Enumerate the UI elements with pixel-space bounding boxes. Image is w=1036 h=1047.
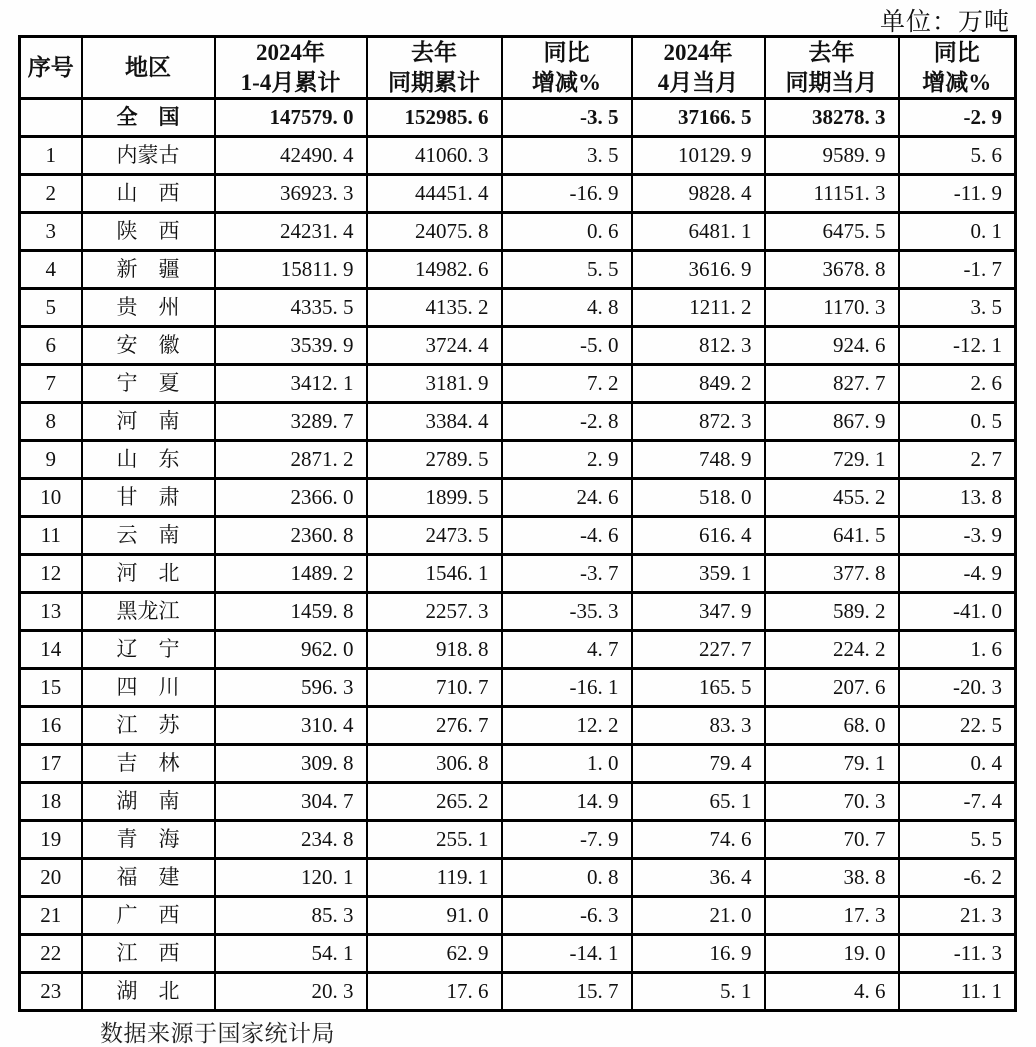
cell-lastyear-month: 867. 9 <box>765 403 899 441</box>
total-row <box>20 99 1016 137</box>
cell-lastyear-month: 207. 6 <box>765 669 899 707</box>
cell-serial: 5 <box>20 289 82 327</box>
cell-2024-cumulative: 310. 4 <box>215 707 367 745</box>
header-row <box>20 37 1016 99</box>
table-row <box>20 745 1016 783</box>
header-line: 序号 <box>27 54 74 80</box>
cell-region: 河 北 <box>82 555 215 593</box>
cell-yoy-cumulative: 7. 2 <box>502 365 632 403</box>
cell-yoy-month: -3. 9 <box>899 517 1016 555</box>
cell-yoy-cumulative: 24. 6 <box>502 479 632 517</box>
cell-region: 广 西 <box>82 897 215 935</box>
cell-2024-cumulative: 3539. 9 <box>215 327 367 365</box>
cell-serial: 16 <box>20 707 82 745</box>
cell-lastyear-cumulative: 2789. 5 <box>367 441 502 479</box>
cell-2024-cumulative: 85. 3 <box>215 897 367 935</box>
header-line: 去年 <box>808 40 855 66</box>
header-2024-april <box>632 37 765 99</box>
cell-2024-cumulative: 147579. 0 <box>215 99 367 137</box>
cell-yoy-month: 0. 1 <box>899 213 1016 251</box>
cell-yoy-month: 1. 6 <box>899 631 1016 669</box>
cell-region: 甘 肃 <box>82 479 215 517</box>
cell-lastyear-cumulative: 41060. 3 <box>367 137 502 175</box>
cell-serial: 19 <box>20 821 82 859</box>
cell-2024-cumulative: 3412. 1 <box>215 365 367 403</box>
cell-yoy-cumulative: -4. 6 <box>502 517 632 555</box>
header-line: 同期累计 <box>388 69 480 95</box>
table-row <box>20 479 1016 517</box>
cell-yoy-month: -2. 9 <box>899 99 1016 137</box>
header-line: 同比 <box>933 40 980 66</box>
cell-2024-april: 165. 5 <box>632 669 765 707</box>
cell-2024-cumulative: 309. 8 <box>215 745 367 783</box>
table-row <box>20 517 1016 555</box>
header-line: 去年 <box>411 40 457 66</box>
cell-yoy-cumulative: -16. 9 <box>502 175 632 213</box>
cell-lastyear-cumulative: 14982. 6 <box>367 251 502 289</box>
table-header <box>20 37 1016 99</box>
header-line: 4月当月 <box>657 69 739 95</box>
cell-2024-cumulative: 42490. 4 <box>215 137 367 175</box>
cell-2024-cumulative: 962. 0 <box>215 631 367 669</box>
cell-yoy-cumulative: 14. 9 <box>502 783 632 821</box>
cell-2024-april: 65. 1 <box>632 783 765 821</box>
table-row <box>20 327 1016 365</box>
cell-lastyear-cumulative: 62. 9 <box>367 935 502 973</box>
table-row <box>20 859 1016 897</box>
cell-serial: 1 <box>20 137 82 175</box>
cell-yoy-cumulative: 4. 8 <box>502 289 632 327</box>
cell-region: 江 西 <box>82 935 215 973</box>
cell-yoy-month: 21. 3 <box>899 897 1016 935</box>
cell-2024-cumulative: 2871. 2 <box>215 441 367 479</box>
cell-lastyear-month: 70. 7 <box>765 821 899 859</box>
table-row <box>20 593 1016 631</box>
table-row <box>20 555 1016 593</box>
cell-lastyear-month: 6475. 5 <box>765 213 899 251</box>
cell-serial: 4 <box>20 251 82 289</box>
table-row <box>20 403 1016 441</box>
cell-2024-cumulative: 1459. 8 <box>215 593 367 631</box>
cell-yoy-cumulative: 1. 0 <box>502 745 632 783</box>
cell-lastyear-month: 38278. 3 <box>765 99 899 137</box>
table-row <box>20 973 1016 1011</box>
cell-serial: 13 <box>20 593 82 631</box>
cell-2024-april: 3616. 9 <box>632 251 765 289</box>
cell-serial <box>20 99 82 137</box>
cell-lastyear-month: 455. 2 <box>765 479 899 517</box>
cell-yoy-month: -11. 9 <box>899 175 1016 213</box>
cell-region: 江 苏 <box>82 707 215 745</box>
cell-2024-april: 518. 0 <box>632 479 765 517</box>
cell-2024-cumulative: 234. 8 <box>215 821 367 859</box>
cell-2024-april: 227. 7 <box>632 631 765 669</box>
cell-serial: 18 <box>20 783 82 821</box>
table-row <box>20 213 1016 251</box>
cell-region: 宁 夏 <box>82 365 215 403</box>
cell-2024-april: 748. 9 <box>632 441 765 479</box>
cell-2024-april: 6481. 1 <box>632 213 765 251</box>
cell-yoy-month: -11. 3 <box>899 935 1016 973</box>
header-line: 1-4月累计 <box>240 69 341 95</box>
cell-lastyear-month: 3678. 8 <box>765 251 899 289</box>
cell-yoy-month: -20. 3 <box>899 669 1016 707</box>
cell-serial: 12 <box>20 555 82 593</box>
cell-lastyear-cumulative: 276. 7 <box>367 707 502 745</box>
header-line: 同期当月 <box>785 69 878 95</box>
cell-lastyear-month: 224. 2 <box>765 631 899 669</box>
cell-serial: 3 <box>20 213 82 251</box>
header-line: 增减% <box>922 69 992 95</box>
cell-serial: 2 <box>20 175 82 213</box>
cell-lastyear-cumulative: 918. 8 <box>367 631 502 669</box>
cell-lastyear-month: 11151. 3 <box>765 175 899 213</box>
cell-2024-cumulative: 2360. 8 <box>215 517 367 555</box>
cell-yoy-cumulative: 4. 7 <box>502 631 632 669</box>
cell-yoy-cumulative: 12. 2 <box>502 707 632 745</box>
cell-yoy-cumulative: 0. 6 <box>502 213 632 251</box>
cell-yoy-cumulative: 0. 8 <box>502 859 632 897</box>
cell-yoy-cumulative: -3. 5 <box>502 99 632 137</box>
header-region <box>82 37 215 99</box>
cell-region: 山 东 <box>82 441 215 479</box>
cell-lastyear-cumulative: 3181. 9 <box>367 365 502 403</box>
cell-2024-april: 16. 9 <box>632 935 765 973</box>
table-row <box>20 441 1016 479</box>
cell-lastyear-cumulative: 152985. 6 <box>367 99 502 137</box>
cell-lastyear-cumulative: 17. 6 <box>367 973 502 1011</box>
cell-yoy-month: -6. 2 <box>899 859 1016 897</box>
cell-yoy-cumulative: -7. 9 <box>502 821 632 859</box>
cell-lastyear-month: 1170. 3 <box>765 289 899 327</box>
cell-lastyear-month: 641. 5 <box>765 517 899 555</box>
cell-yoy-cumulative: -16. 1 <box>502 669 632 707</box>
cell-2024-april: 872. 3 <box>632 403 765 441</box>
cell-2024-april: 1211. 2 <box>632 289 765 327</box>
cell-2024-april: 849. 2 <box>632 365 765 403</box>
cell-yoy-month: -7. 4 <box>899 783 1016 821</box>
cell-region: 贵 州 <box>82 289 215 327</box>
cell-2024-april: 812. 3 <box>632 327 765 365</box>
cell-serial: 14 <box>20 631 82 669</box>
table-row <box>20 935 1016 973</box>
table-row <box>20 289 1016 327</box>
cell-lastyear-cumulative: 91. 0 <box>367 897 502 935</box>
cell-serial: 7 <box>20 365 82 403</box>
cell-region: 内蒙古 <box>82 137 215 175</box>
cell-lastyear-cumulative: 2473. 5 <box>367 517 502 555</box>
cell-2024-april: 37166. 5 <box>632 99 765 137</box>
cell-yoy-cumulative: -14. 1 <box>502 935 632 973</box>
cell-yoy-month: 2. 6 <box>899 365 1016 403</box>
cell-2024-april: 347. 9 <box>632 593 765 631</box>
cell-region: 云 南 <box>82 517 215 555</box>
cell-2024-cumulative: 120. 1 <box>215 859 367 897</box>
cell-region: 新 疆 <box>82 251 215 289</box>
cell-2024-cumulative: 304. 7 <box>215 783 367 821</box>
cell-2024-april: 21. 0 <box>632 897 765 935</box>
cell-lastyear-cumulative: 2257. 3 <box>367 593 502 631</box>
table-row <box>20 707 1016 745</box>
cell-2024-cumulative: 20. 3 <box>215 973 367 1011</box>
cell-region: 安 徽 <box>82 327 215 365</box>
cell-region: 湖 南 <box>82 783 215 821</box>
cell-yoy-month: 3. 5 <box>899 289 1016 327</box>
cell-serial: 8 <box>20 403 82 441</box>
cell-lastyear-month: 4. 6 <box>765 973 899 1011</box>
cell-2024-april: 36. 4 <box>632 859 765 897</box>
cell-lastyear-cumulative: 1899. 5 <box>367 479 502 517</box>
cell-2024-cumulative: 36923. 3 <box>215 175 367 213</box>
header-line: 地区 <box>125 54 171 80</box>
cell-2024-april: 83. 3 <box>632 707 765 745</box>
cell-lastyear-month: 38. 8 <box>765 859 899 897</box>
header-line: 2024年 <box>256 40 325 66</box>
cell-yoy-month: 11. 1 <box>899 973 1016 1011</box>
cell-yoy-month: 0. 4 <box>899 745 1016 783</box>
cell-serial: 17 <box>20 745 82 783</box>
cell-yoy-cumulative: -6. 3 <box>502 897 632 935</box>
cell-2024-april: 5. 1 <box>632 973 765 1011</box>
cell-serial: 22 <box>20 935 82 973</box>
cell-yoy-month: 22. 5 <box>899 707 1016 745</box>
table-row <box>20 175 1016 213</box>
header-line: 增减% <box>532 69 601 95</box>
cell-2024-cumulative: 4335. 5 <box>215 289 367 327</box>
cell-lastyear-month: 68. 0 <box>765 707 899 745</box>
cell-serial: 10 <box>20 479 82 517</box>
cell-yoy-cumulative: -35. 3 <box>502 593 632 631</box>
cell-lastyear-cumulative: 44451. 4 <box>367 175 502 213</box>
header-line: 同比 <box>543 40 590 66</box>
cell-lastyear-cumulative: 3384. 4 <box>367 403 502 441</box>
cell-lastyear-month: 377. 8 <box>765 555 899 593</box>
cell-lastyear-month: 729. 1 <box>765 441 899 479</box>
cell-yoy-month: 13. 8 <box>899 479 1016 517</box>
header-yoy-change-month <box>899 37 1016 99</box>
table-body <box>20 99 1016 1011</box>
cell-lastyear-cumulative: 24075. 8 <box>367 213 502 251</box>
cell-serial: 9 <box>20 441 82 479</box>
cell-yoy-month: 2. 7 <box>899 441 1016 479</box>
cell-region: 青 海 <box>82 821 215 859</box>
cell-lastyear-month: 9589. 9 <box>765 137 899 175</box>
cell-2024-cumulative: 24231. 4 <box>215 213 367 251</box>
cell-region: 陕 西 <box>82 213 215 251</box>
cell-2024-april: 359. 1 <box>632 555 765 593</box>
header-line: 2024年 <box>663 40 733 66</box>
header-yoy-change-cumulative <box>502 37 632 99</box>
cell-serial: 21 <box>20 897 82 935</box>
cell-yoy-month: -4. 9 <box>899 555 1016 593</box>
table-row <box>20 821 1016 859</box>
cell-2024-cumulative: 15811. 9 <box>215 251 367 289</box>
cell-yoy-cumulative: -2. 8 <box>502 403 632 441</box>
cell-yoy-cumulative: -5. 0 <box>502 327 632 365</box>
unit-label: 单位：万吨 <box>879 9 1010 36</box>
table-row <box>20 783 1016 821</box>
table-row <box>20 631 1016 669</box>
source-note: 数据来源于国家统计局 <box>100 1020 335 1046</box>
cell-lastyear-month: 79. 1 <box>765 745 899 783</box>
header-serial <box>20 37 82 99</box>
cell-yoy-month: -12. 1 <box>899 327 1016 365</box>
cell-yoy-month: 5. 6 <box>899 137 1016 175</box>
cell-yoy-cumulative: 5. 5 <box>502 251 632 289</box>
cell-2024-april: 79. 4 <box>632 745 765 783</box>
header-2024-cumulative <box>215 37 367 99</box>
cell-serial: 11 <box>20 517 82 555</box>
cell-yoy-cumulative: 3. 5 <box>502 137 632 175</box>
cell-lastyear-cumulative: 1546. 1 <box>367 555 502 593</box>
cell-lastyear-month: 827. 7 <box>765 365 899 403</box>
cell-yoy-month: -1. 7 <box>899 251 1016 289</box>
cell-2024-april: 10129. 9 <box>632 137 765 175</box>
cell-region: 山 西 <box>82 175 215 213</box>
cell-2024-cumulative: 3289. 7 <box>215 403 367 441</box>
cell-lastyear-cumulative: 255. 1 <box>367 821 502 859</box>
cell-yoy-cumulative: 2. 9 <box>502 441 632 479</box>
cell-lastyear-month: 589. 2 <box>765 593 899 631</box>
cell-region: 福 建 <box>82 859 215 897</box>
cell-2024-april: 74. 6 <box>632 821 765 859</box>
cell-lastyear-cumulative: 306. 8 <box>367 745 502 783</box>
cell-2024-cumulative: 1489. 2 <box>215 555 367 593</box>
cell-region: 河 南 <box>82 403 215 441</box>
cell-yoy-month: 0. 5 <box>899 403 1016 441</box>
cell-2024-april: 9828. 4 <box>632 175 765 213</box>
cell-lastyear-cumulative: 4135. 2 <box>367 289 502 327</box>
cell-serial: 20 <box>20 859 82 897</box>
cell-lastyear-month: 924. 6 <box>765 327 899 365</box>
cell-yoy-cumulative: -3. 7 <box>502 555 632 593</box>
cell-lastyear-month: 19. 0 <box>765 935 899 973</box>
cell-lastyear-cumulative: 119. 1 <box>367 859 502 897</box>
cell-region: 全 国 <box>82 99 215 137</box>
cell-lastyear-month: 70. 3 <box>765 783 899 821</box>
cell-serial: 23 <box>20 973 82 1011</box>
cell-region: 湖 北 <box>82 973 215 1011</box>
table-row <box>20 897 1016 935</box>
cell-region: 吉 林 <box>82 745 215 783</box>
cell-region: 黑龙江 <box>82 593 215 631</box>
cell-yoy-cumulative: 15. 7 <box>502 973 632 1011</box>
table-row <box>20 669 1016 707</box>
cell-2024-cumulative: 54. 1 <box>215 935 367 973</box>
cell-serial: 6 <box>20 327 82 365</box>
table-row <box>20 137 1016 175</box>
coal-output-table <box>18 35 1017 1012</box>
table-row <box>20 251 1016 289</box>
cell-serial: 15 <box>20 669 82 707</box>
cell-lastyear-cumulative: 265. 2 <box>367 783 502 821</box>
cell-region: 四 川 <box>82 669 215 707</box>
cell-yoy-month: 5. 5 <box>899 821 1016 859</box>
header-lastyear-month <box>765 37 899 99</box>
header-lastyear-cumulative <box>367 37 502 99</box>
cell-lastyear-cumulative: 710. 7 <box>367 669 502 707</box>
cell-lastyear-cumulative: 3724. 4 <box>367 327 502 365</box>
cell-yoy-month: -41. 0 <box>899 593 1016 631</box>
table-row <box>20 365 1016 403</box>
cell-lastyear-month: 17. 3 <box>765 897 899 935</box>
cell-2024-cumulative: 596. 3 <box>215 669 367 707</box>
cell-2024-april: 616. 4 <box>632 517 765 555</box>
cell-region: 辽 宁 <box>82 631 215 669</box>
cell-2024-cumulative: 2366. 0 <box>215 479 367 517</box>
